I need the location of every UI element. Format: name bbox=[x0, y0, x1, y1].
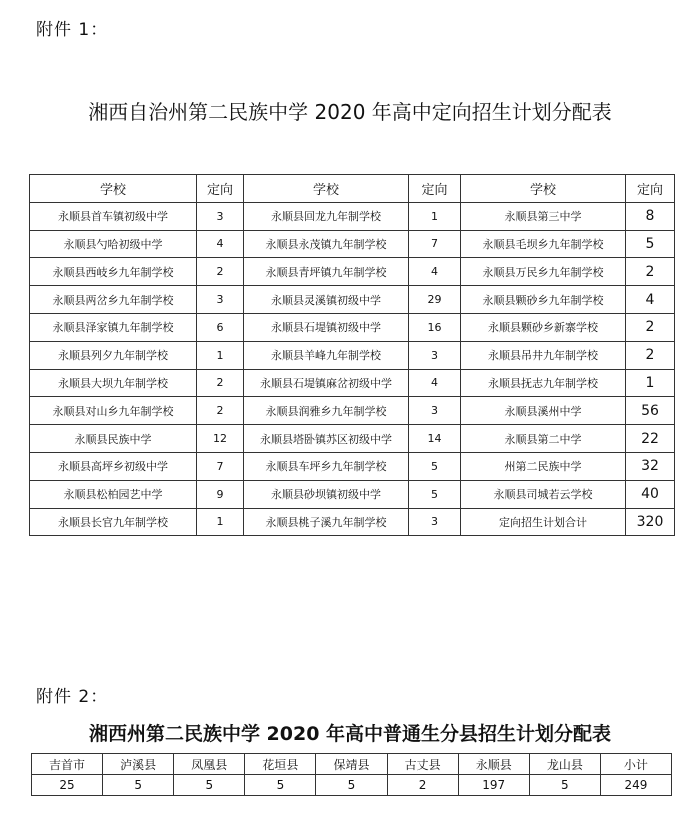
quota-cell: 29 bbox=[409, 286, 461, 314]
quota-cell: 2 bbox=[626, 258, 675, 286]
quota-cell: 7 bbox=[409, 230, 461, 258]
quota-cell: 16 bbox=[409, 313, 461, 341]
quota-cell: 6 bbox=[197, 313, 244, 341]
quota-cell: 1 bbox=[197, 341, 244, 369]
school-name-cell: 永顺县塔卧镇苏区初级中学 bbox=[244, 425, 409, 453]
school-name-cell: 永顺县勺哈初级中学 bbox=[30, 230, 197, 258]
county-column-header: 吉首市 bbox=[32, 754, 103, 775]
school-name-cell: 永顺县灵溪镇初级中学 bbox=[244, 286, 409, 314]
school-name-cell: 永顺县润雅乡九年制学校 bbox=[244, 397, 409, 425]
school-name-cell: 永顺县西岐乡九年制学校 bbox=[30, 258, 197, 286]
county-quota-table bbox=[31, 753, 672, 796]
quota-column-header: 定向 bbox=[197, 175, 244, 203]
school-name-cell: 永顺县第三中学 bbox=[461, 202, 626, 230]
table-row bbox=[32, 775, 672, 796]
quota-cell: 2 bbox=[626, 313, 675, 341]
attachment-1-label: 附件 1： bbox=[36, 20, 109, 40]
quota-cell: 4 bbox=[409, 369, 461, 397]
school-name-cell: 永顺县大坝九年制学校 bbox=[30, 369, 197, 397]
school-name-cell: 永顺县吊井九年制学校 bbox=[461, 341, 626, 369]
school-name-cell: 永顺县松柏园艺中学 bbox=[30, 480, 197, 508]
table-1-title: 湘西自治州第二民族中学 2020 年高中定向招生计划分配表 bbox=[88, 100, 612, 124]
quota-column-header: 定向 bbox=[409, 175, 461, 203]
school-name-cell: 永顺县对山乡九年制学校 bbox=[30, 397, 197, 425]
school-name-cell: 永顺县颗砂乡九年制学校 bbox=[461, 286, 626, 314]
table-row bbox=[30, 313, 675, 341]
quota-cell: 12 bbox=[197, 425, 244, 453]
school-name-cell: 永顺县第二中学 bbox=[461, 425, 626, 453]
county-quota-cell: 2 bbox=[387, 775, 458, 796]
county-quota-cell: 5 bbox=[529, 775, 600, 796]
quota-cell: 8 bbox=[626, 202, 675, 230]
quota-cell: 1 bbox=[409, 202, 461, 230]
table-header-row bbox=[32, 754, 672, 775]
county-column-header: 保靖县 bbox=[316, 754, 387, 775]
table-row bbox=[30, 286, 675, 314]
table-row bbox=[30, 369, 675, 397]
attachment-2-label: 附件 2： bbox=[36, 687, 109, 707]
table-2-title: 湘西州第二民族中学 2020 年高中普通生分县招生计划分配表 bbox=[88, 723, 612, 745]
school-name-cell: 永顺县车坪乡九年制学校 bbox=[244, 452, 409, 480]
school-name-cell: 永顺县石堤镇麻岔初级中学 bbox=[244, 369, 409, 397]
county-column-header: 永顺县 bbox=[458, 754, 529, 775]
county-quota-cell: 5 bbox=[245, 775, 316, 796]
quota-cell: 3 bbox=[197, 286, 244, 314]
school-name-cell: 永顺县羊峰九年制学校 bbox=[244, 341, 409, 369]
county-quota-cell: 197 bbox=[458, 775, 529, 796]
school-name-cell: 永顺县回龙九年制学校 bbox=[244, 202, 409, 230]
school-name-cell: 州第二民族中学 bbox=[461, 452, 626, 480]
school-name-cell: 永顺县列夕九年制学校 bbox=[30, 341, 197, 369]
school-name-cell: 永顺县毛坝乡九年制学校 bbox=[461, 230, 626, 258]
quota-cell: 5 bbox=[409, 480, 461, 508]
school-name-cell: 永顺县首车镇初级中学 bbox=[30, 202, 197, 230]
school-name-cell: 永顺县万民乡九年制学校 bbox=[461, 258, 626, 286]
quota-cell: 4 bbox=[626, 286, 675, 314]
school-name-cell: 定向招生计划合计 bbox=[461, 508, 626, 536]
table-row bbox=[30, 341, 675, 369]
quota-column-header: 定向 bbox=[626, 175, 675, 203]
quota-cell: 3 bbox=[409, 508, 461, 536]
school-name-cell: 永顺县抚志九年制学校 bbox=[461, 369, 626, 397]
table-row bbox=[30, 425, 675, 453]
quota-cell: 40 bbox=[626, 480, 675, 508]
quota-cell: 2 bbox=[197, 397, 244, 425]
table-row bbox=[30, 508, 675, 536]
county-column-header: 泸溪县 bbox=[103, 754, 174, 775]
county-column-header: 小计 bbox=[600, 754, 671, 775]
quota-cell: 2 bbox=[197, 369, 244, 397]
school-name-cell: 永顺县桃子溪九年制学校 bbox=[244, 508, 409, 536]
quota-cell: 1 bbox=[197, 508, 244, 536]
quota-cell: 3 bbox=[197, 202, 244, 230]
county-column-header: 龙山县 bbox=[529, 754, 600, 775]
table-row bbox=[30, 202, 675, 230]
school-column-header: 学校 bbox=[244, 175, 409, 203]
county-column-header: 古丈县 bbox=[387, 754, 458, 775]
county-quota-cell: 5 bbox=[103, 775, 174, 796]
school-name-cell: 永顺县颗砂乡新寨学校 bbox=[461, 313, 626, 341]
quota-cell: 32 bbox=[626, 452, 675, 480]
quota-cell: 14 bbox=[409, 425, 461, 453]
county-quota-cell: 25 bbox=[32, 775, 103, 796]
quota-cell: 56 bbox=[626, 397, 675, 425]
school-name-cell: 永顺县民族中学 bbox=[30, 425, 197, 453]
school-name-cell: 永顺县高坪乡初级中学 bbox=[30, 452, 197, 480]
school-name-cell: 永顺县石堤镇初级中学 bbox=[244, 313, 409, 341]
quota-cell: 5 bbox=[626, 230, 675, 258]
table-row bbox=[30, 397, 675, 425]
quota-cell: 1 bbox=[626, 369, 675, 397]
school-name-cell: 永顺县长官九年制学校 bbox=[30, 508, 197, 536]
county-column-header: 花垣县 bbox=[245, 754, 316, 775]
county-quota-cell: 5 bbox=[174, 775, 245, 796]
quota-cell: 22 bbox=[626, 425, 675, 453]
school-name-cell: 永顺县青坪镇九年制学校 bbox=[244, 258, 409, 286]
table-header-row bbox=[30, 175, 675, 203]
table-row bbox=[30, 480, 675, 508]
county-quota-cell: 5 bbox=[316, 775, 387, 796]
quota-table bbox=[29, 174, 675, 536]
quota-cell: 4 bbox=[409, 258, 461, 286]
quota-cell: 3 bbox=[409, 341, 461, 369]
quota-cell: 9 bbox=[197, 480, 244, 508]
table-row bbox=[30, 452, 675, 480]
quota-cell: 4 bbox=[197, 230, 244, 258]
quota-cell: 2 bbox=[197, 258, 244, 286]
school-name-cell: 永顺县泽家镇九年制学校 bbox=[30, 313, 197, 341]
school-name-cell: 永顺县司城若云学校 bbox=[461, 480, 626, 508]
school-name-cell: 永顺县两岔乡九年制学校 bbox=[30, 286, 197, 314]
school-column-header: 学校 bbox=[461, 175, 626, 203]
county-quota-cell: 249 bbox=[600, 775, 671, 796]
quota-cell: 3 bbox=[409, 397, 461, 425]
quota-cell: 320 bbox=[626, 508, 675, 536]
school-name-cell: 永顺县砂坝镇初级中学 bbox=[244, 480, 409, 508]
table-row bbox=[30, 258, 675, 286]
quota-cell: 7 bbox=[197, 452, 244, 480]
county-column-header: 凤凰县 bbox=[174, 754, 245, 775]
quota-cell: 5 bbox=[409, 452, 461, 480]
table-row bbox=[30, 230, 675, 258]
quota-cell: 2 bbox=[626, 341, 675, 369]
school-column-header: 学校 bbox=[30, 175, 197, 203]
school-name-cell: 永顺县永茂镇九年制学校 bbox=[244, 230, 409, 258]
school-name-cell: 永顺县溪州中学 bbox=[461, 397, 626, 425]
